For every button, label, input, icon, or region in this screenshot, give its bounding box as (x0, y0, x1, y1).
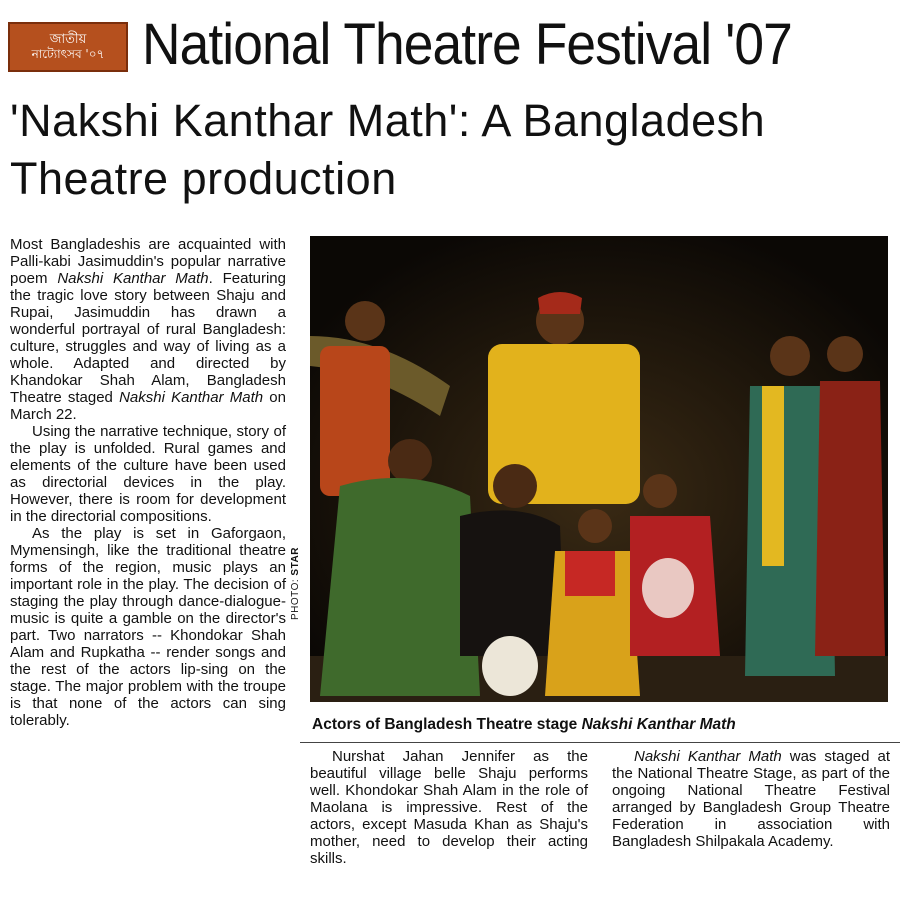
stage-photo (310, 236, 888, 702)
photo-caption (312, 716, 736, 734)
stage-photo-illustration (310, 236, 888, 702)
credit-name: STAR (290, 547, 301, 576)
photo-credit (290, 547, 301, 620)
paragraph-4: Nurshat Jahan Jennifer as the beautiful village belle Shaju performs well. Khondokar Shah Alam in the role of Maolana is impressive. Rest of the actors, except Masuda Khan as Shaju's mother, need to develop their acting skills. (310, 748, 588, 867)
article-headline: 'Nakshi Kanthar Math': A Bangladesh Theatre production (10, 95, 766, 204)
text-span: Most Bangladeshis are acquainted with Palli-kabi Jasimuddin's popular narrative poem (10, 236, 286, 287)
play-title-italic: Nakshi Kanthar Math (634, 748, 782, 765)
paragraph-3: As the play is set in Gaforgaon, Mymensingh, like the traditional theatre forms of the region, music plays an important role in the play. The decision of staging the play through dance-dialogue-music is quite a gamble on the director's part. Two narrators -- Khondokar Shah Alam and Rupkatha -- render songs and the rest of the actors lip-sing on the stage. The major problem with the troupe is that none of the actors can sing tolerably. (10, 525, 286, 729)
text-span: . Featuring the tragic love story between Shaju and Rupai, Jasimuddin has drawn a wonderful portrayal of rural Bangladesh: culture, struggles and way of living as a whole. Adapted and directed by Khandokar Shah Alam, Bangladesh Theatre staged (10, 270, 286, 406)
logo-line-1: জাতীয় (49, 32, 87, 47)
article-column-3 (612, 748, 890, 850)
article-column-1 (10, 236, 286, 729)
caption-text: Actors of Bangladesh Theatre stage (312, 716, 578, 733)
text-span: on March 22. (10, 389, 286, 423)
caption-play-title: Nakshi Kanthar Math (581, 716, 736, 733)
article-column-2 (310, 748, 588, 867)
festival-logo (8, 22, 128, 72)
caption-divider (300, 742, 900, 743)
paragraph-1 (10, 236, 286, 423)
paragraph-2: Using the narrative technique, story of the play is unfolded. Rural games and elements of the culture have been used as directorial devices in the play. However, there is room for development in the directorial compositions. (10, 423, 286, 525)
text-span: was staged at the National Theatre Stage, as part of the ongoing National Theatre Festival arranged by Bangladesh Group Theatre Federation in association with Bangladesh Shilpakala Academy. (612, 748, 890, 850)
paragraph-5 (612, 748, 890, 850)
credit-prefix: PHOTO: (290, 578, 301, 620)
festival-title: National Theatre Festival '07 (142, 12, 792, 77)
play-title-italic: Nakshi Kanthar Math (119, 389, 264, 406)
logo-line-2: নাট্যোৎসব '০৭ (31, 47, 105, 61)
play-title-italic: Nakshi Kanthar Math (57, 270, 209, 287)
